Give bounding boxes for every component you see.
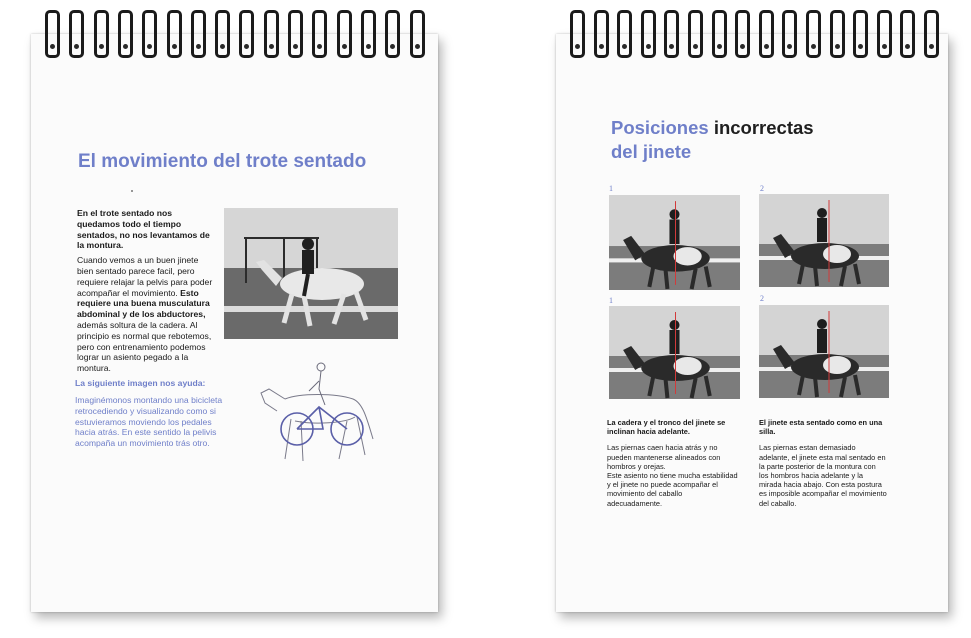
- spiral-binding: [31, 10, 438, 62]
- binding-hole: [196, 44, 201, 49]
- spiral-ring: [830, 10, 845, 58]
- incorrect-position-photo-2: [759, 194, 889, 287]
- col1-para1: Las piernas caen hacia atrás y no pueden mantenerse alineados con hombros y orejas.: [607, 443, 721, 471]
- spiral-ring: [641, 10, 656, 58]
- page-title: El movimiento del trote sentado: [78, 151, 367, 172]
- binding-hole: [764, 44, 769, 49]
- spiral-ring: [312, 10, 327, 58]
- bicycle-explanation: Imaginémonos montando una bicicleta retrocediendo y visualizando como si estuvieramos moviendo los pedales hacia atrás. En este sentido la pelivis acompaña un movimiento trás otro.: [75, 395, 223, 449]
- binding-hole: [717, 44, 722, 49]
- binding-hole: [123, 44, 128, 49]
- incorrect-position-photo-3: [609, 306, 740, 399]
- spiral-ring: [239, 10, 254, 58]
- column-1-text: [607, 418, 739, 508]
- binding-hole: [366, 44, 371, 49]
- binding-hole: [172, 44, 177, 49]
- spiral-ring: [45, 10, 60, 58]
- spiral-ring: [142, 10, 157, 58]
- body-text-bold: Esto requiere una buena musculatura abdominal y de los abductores,: [77, 287, 210, 320]
- spiral-ring: [570, 10, 585, 58]
- spiral-ring: [712, 10, 727, 58]
- binding-hole: [693, 44, 698, 49]
- spiral-ring: [191, 10, 206, 58]
- binding-hole: [293, 44, 298, 49]
- binding-hole: [99, 44, 104, 49]
- binding-hole: [599, 44, 604, 49]
- spiral-ring: [924, 10, 939, 58]
- decorative-dot: [131, 190, 133, 192]
- binding-hole: [929, 44, 934, 49]
- binding-hole: [269, 44, 274, 49]
- spiral-ring: [664, 10, 679, 58]
- spiral-ring: [853, 10, 868, 58]
- photo-number: 2: [760, 294, 764, 303]
- spiral-ring: [118, 10, 133, 58]
- spiral-ring: [410, 10, 425, 58]
- binding-hole: [50, 44, 55, 49]
- spiral-ring: [900, 10, 915, 58]
- title-word-blue: Posiciones: [611, 117, 709, 138]
- spiral-ring: [215, 10, 230, 58]
- col2-para: Las piernas estan demasiado adelante, el jinete esta mal sentado en la parte posterior de la montura con los hombros hacia adelante y la mirada hacia abajo. Con esta postura es imposible acompañar el movimiento del caballo.: [759, 443, 887, 508]
- horse-bicycle-drawing: [255, 359, 385, 467]
- spiral-ring: [385, 10, 400, 58]
- intro-bold: En el trote sentado nos quedamos todo el tiempo sentados, no nos levantamos de la montura.: [77, 208, 210, 251]
- binding-hole: [342, 44, 347, 49]
- column-2-text: [759, 418, 887, 508]
- spiral-ring: [735, 10, 750, 58]
- binding-hole: [646, 44, 651, 49]
- subheading: La siguiente imagen nos ayuda:: [75, 378, 206, 388]
- spiral-ring: [337, 10, 352, 58]
- binding-hole: [882, 44, 887, 49]
- spiral-ring: [806, 10, 821, 58]
- spiral-binding: [556, 10, 948, 62]
- body-text-a: Cuando vemos a un buen jinete bien sentado parece facil, pero requiere relajar la pelvis para poder acompañar el movimiento.: [77, 255, 213, 298]
- horse-rider-dressage-photo: [224, 208, 398, 339]
- spiral-ring: [782, 10, 797, 58]
- spiral-ring: [617, 10, 632, 58]
- col1-heading: La cadera y el tronco del jinete se inclinan hacia adelante.: [607, 418, 726, 437]
- photo-number: 1: [609, 184, 613, 193]
- notebook-page-left: [31, 34, 438, 612]
- incorrect-position-photo-4: [759, 305, 889, 398]
- spiral-ring: [759, 10, 774, 58]
- title-word-dark: incorrectas: [708, 117, 814, 138]
- spiral-ring: [594, 10, 609, 58]
- notebook-page-right: [556, 34, 948, 612]
- binding-hole: [575, 44, 580, 49]
- spiral-ring: [94, 10, 109, 58]
- spiral-ring: [361, 10, 376, 58]
- spiral-ring: [288, 10, 303, 58]
- spiral-ring: [877, 10, 892, 58]
- spiral-ring: [264, 10, 279, 58]
- binding-hole: [811, 44, 816, 49]
- col1-para2: Este asiento no tiene mucha estabilidad y el jinete no puede acompañar el movimiento del caballo adecuadamente.: [607, 471, 738, 508]
- intro-text: [77, 208, 215, 374]
- binding-hole: [415, 44, 420, 49]
- binding-hole: [835, 44, 840, 49]
- spiral-ring: [688, 10, 703, 58]
- col2-heading: El jinete esta sentado como en una silla.: [759, 418, 883, 437]
- body-text-c: además soltura de la cadera. Al principio es normal que rebotemos, pero con entrenamiento podemos lograr un asiento pegado a la montura.: [77, 319, 212, 374]
- page-title: [611, 116, 814, 164]
- photo-number: 2: [760, 184, 764, 193]
- spiral-ring: [167, 10, 182, 58]
- title-word-blue: del jinete: [611, 141, 692, 162]
- photo-number: 1: [609, 296, 613, 305]
- incorrect-position-photo-1: [609, 195, 740, 290]
- spiral-ring: [69, 10, 84, 58]
